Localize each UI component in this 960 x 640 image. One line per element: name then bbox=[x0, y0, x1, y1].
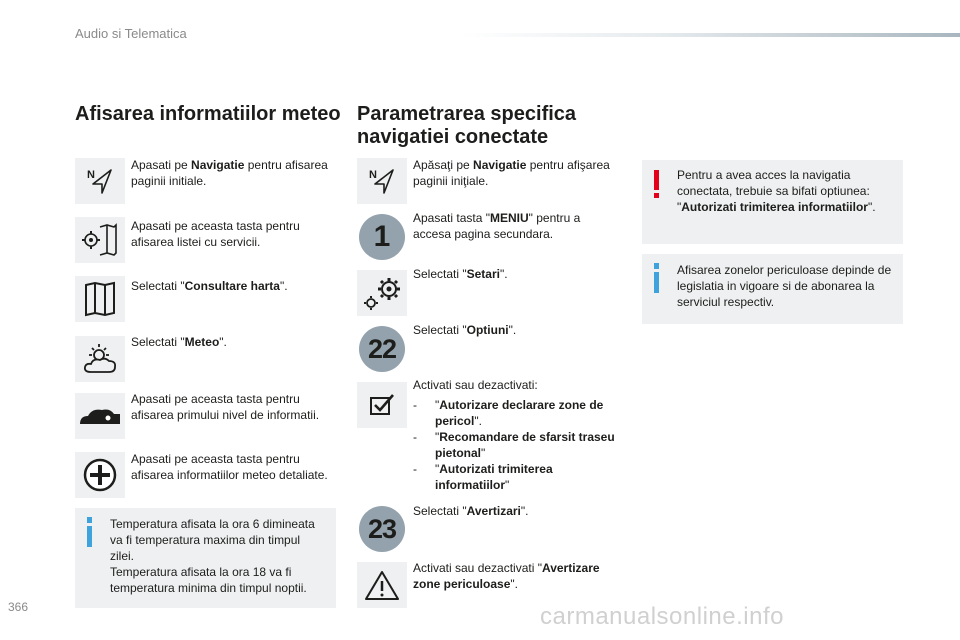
temperature-note-text: Temperatura afisata la ora 6 dimineata va fi temperatura maxima din timpul zilei. Temperatura afisata la ora 18 va fi temperatura minima din timpul noptii. bbox=[110, 517, 315, 595]
middle-step-activate bbox=[413, 377, 628, 493]
connected-navigation-warning-note bbox=[642, 160, 903, 244]
temperature-info-note bbox=[75, 508, 336, 608]
middle-step-navigation: Apăsaţi pe Navigatie pentru afişarea paginii iniţiale. bbox=[413, 158, 610, 188]
watermark: carmanualsonline.info bbox=[540, 603, 784, 630]
exclamation-icon bbox=[654, 170, 659, 190]
warning-triangle-icon bbox=[357, 562, 407, 608]
step-number-22: 22 bbox=[359, 326, 405, 372]
activate-item-3: - "Autorizati trimiterea informatiilor" bbox=[413, 462, 553, 492]
middle-step-setari: Selectati "Setari". bbox=[413, 267, 508, 281]
info-icon-stem bbox=[654, 272, 659, 293]
map-icon bbox=[75, 276, 125, 322]
section-title: Audio si Telematica bbox=[75, 26, 187, 41]
left-step-detailed: Apasati pe aceasta tasta pentru afisarea informatiilor meteo detaliate. bbox=[131, 452, 328, 482]
info-icon-stem bbox=[87, 526, 92, 547]
left-step-map: Selectati "Consultare harta". bbox=[131, 279, 288, 293]
hazard-zones-info-note bbox=[642, 254, 903, 324]
page-number: 366 bbox=[8, 600, 29, 614]
activate-intro: Activati sau dezactivati: bbox=[413, 378, 538, 392]
warning-note-text: Pentru a avea acces la navigatia conectata, trebuie sa bifati optiunea: "Autorizati trimiterea informatiilor". bbox=[677, 168, 876, 214]
middle-step-avertizari: Selectati "Avertizari". bbox=[413, 504, 529, 518]
exclamation-icon-dot bbox=[654, 193, 659, 198]
activate-item-2: - "Recomandare de sfarsit traseu pietonal" bbox=[413, 430, 615, 460]
left-step-first-level: Apasati pe aceasta tasta pentru afisarea primului nivel de informatii. bbox=[131, 392, 320, 422]
middle-step-hazard-zones: Activati sau dezactivati "Avertizare zone periculoase". bbox=[413, 561, 600, 591]
middle-section-title: Parametrarea specifica navigatiei conectate bbox=[357, 103, 577, 148]
svg-text:N: N bbox=[369, 169, 377, 181]
step-number-23: 23 bbox=[359, 506, 405, 552]
svg-text:N: N bbox=[87, 169, 95, 181]
settings-gears-icon bbox=[357, 270, 407, 316]
left-step-navigation: Apasati pe Navigatie pentru afisarea paginii initiale. bbox=[131, 158, 328, 188]
info-icon bbox=[654, 263, 659, 269]
plus-icon bbox=[75, 452, 125, 498]
middle-step-optiuni: Selectati "Optiuni". bbox=[413, 323, 517, 337]
left-step-services: Apasati pe aceasta tasta pentru afisarea listei cu servicii. bbox=[131, 219, 300, 249]
info-icon bbox=[87, 517, 92, 523]
cloud-key-icon bbox=[75, 393, 125, 439]
hazard-info-text: Afisarea zonelor periculoase depinde de legislatia in vigoare si de abonarea la serviciul respectiv. bbox=[677, 263, 892, 309]
weather-icon bbox=[75, 336, 125, 382]
checkbox-icon bbox=[357, 382, 407, 428]
activate-item-1: - "Autorizare declarare zone de pericol". bbox=[413, 398, 604, 428]
gear-map-icon bbox=[75, 217, 125, 263]
navigation-icon bbox=[75, 158, 125, 204]
left-step-meteo: Selectati "Meteo". bbox=[131, 335, 227, 349]
step-number-1: 1 bbox=[359, 214, 405, 260]
header-divider bbox=[460, 33, 960, 37]
middle-step-menu: Apasati tasta "MENIU" pentru a accesa pagina secundara. bbox=[413, 211, 581, 241]
navigation-icon bbox=[357, 158, 407, 204]
left-section-title: Afisarea informatiilor meteo bbox=[75, 103, 341, 125]
